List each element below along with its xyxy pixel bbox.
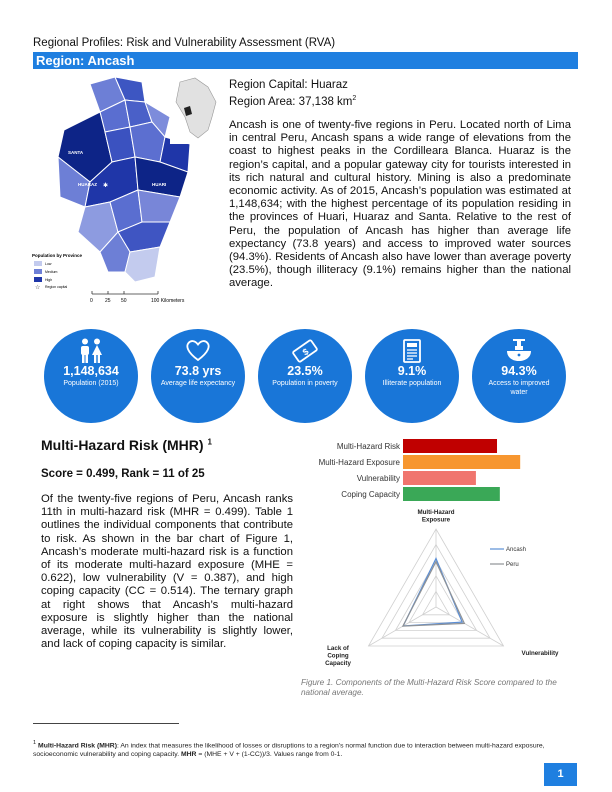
map-legend: [32, 253, 83, 291]
mhr-heading: Multi-Hazard Risk (MHR) $^1$: [41, 437, 212, 453]
bar-mark: [403, 439, 497, 453]
radar-axis-label: Vulnerability: [521, 650, 559, 657]
radar-axis: [436, 607, 504, 646]
mhr-score: Score = 0.499, Rank = 11 of 25: [41, 468, 205, 480]
map-scale-bar: [90, 291, 185, 304]
radar-axis-label: Multi-Hazard: [417, 509, 455, 516]
scale-tick: 50: [121, 298, 127, 304]
bar-mark: [403, 487, 500, 501]
bar-category-label: Multi-Hazard Risk: [336, 442, 400, 451]
stat-value: 1,148,634: [63, 364, 119, 378]
legend-title: Population by Province: [32, 253, 83, 258]
map-label-huari: HUARI: [152, 182, 167, 187]
stat-illiteracy: [365, 329, 459, 423]
stat-value: 73.8 yrs: [174, 364, 222, 378]
mhr-body: Of the twenty-five regions of Peru, Ancash ranks 11th in multi-hazard risk (MHR = 0.499). Table 1 outlines the individual components that contribute to risk. As shown in the bar chart of Figure 1, Ancash’s moderate multi-hazard risk is a function of its moderate multi-hazard exposure (MHE = 0.622), low vulnerability (V = 0.387), and high coping capacity (CC = 0.514). The ternary graph at right shows that Ancash’s multi-hazard exposure is slightly higher than the national average, while its vulnerability is slightly lower, and lack of coping capacity is similar.: [41, 493, 293, 651]
stat-label: Population (2015): [63, 380, 119, 387]
footnote-rule: [33, 723, 179, 724]
province-map-svg: [30, 72, 226, 304]
capital-info: [229, 78, 356, 109]
stat-label: Access to improved water: [488, 380, 550, 396]
bar-category-label: Vulnerability: [356, 474, 400, 483]
stat-water-access: [472, 329, 566, 423]
stat-value: 94.3%: [501, 364, 537, 378]
radar-axis-label: Lack of: [327, 645, 349, 652]
stat-value: 9.1%: [397, 364, 427, 378]
bar-category-label: Coping Capacity: [341, 490, 400, 499]
stat-value: 23.5%: [287, 364, 323, 378]
stat-label: Population in poverty: [272, 380, 338, 387]
stat-life-expectancy: [151, 329, 245, 423]
svg-text:$: $: [300, 346, 311, 358]
bar-mark: [403, 455, 520, 469]
heart-icon: [185, 338, 211, 362]
mhr-bar-chart: [300, 437, 580, 503]
footnote: $^1$ Multi-Hazard Risk (MHR): An index that measures the likelihood of losses or disruptions to a region’s normal function due to interaction between multi-hazard exposure, socioeconomic vulnerability and coping capacity. MHR = (MHE + V + (1-CC))/3. Values range from 0-1.: [33, 740, 545, 759]
radar-legend-label: Ancash: [506, 547, 527, 553]
page-number: 1: [544, 763, 577, 786]
figure-caption: Figure 1. Components of the Multi-Hazard Risk Score compared to the national average.: [301, 678, 557, 697]
region-capital-star-icon: ✱: [103, 183, 109, 189]
document-icon: [400, 338, 424, 364]
region-banner: [33, 52, 578, 69]
scale-tick: 100 Kilometers: [151, 298, 185, 304]
map-province: [125, 247, 160, 282]
region-capital: Region Capital: Huaraz: [229, 79, 348, 91]
scale-tick: 25: [105, 298, 111, 304]
peru-inset-map: [170, 74, 222, 144]
scale-tick: 0: [90, 298, 93, 304]
legend-star-icon: ☆: [35, 285, 41, 291]
stat-poverty: [258, 329, 352, 423]
stat-population: [44, 329, 138, 423]
stat-label: Illiterate population: [382, 380, 442, 387]
document-header: Regional Profiles: Risk and Vulnerability Assessment (RVA): [33, 37, 336, 49]
bar-mark: [403, 471, 476, 485]
region-area: Region Area: 37,138 $km^2$: [229, 95, 357, 108]
stat-label: Average life expectancy: [160, 380, 236, 387]
legend-label-capital: Region capital: [45, 285, 68, 289]
legend-label-low: Low: [45, 262, 52, 266]
intro-paragraph: Ancash is one of twenty-five regions in Peru. Located north of Lima in central Peru, Ancash spans a wide range of elevations from the coast to highest peaks in the Cordilleara Blanca. Huaraz is the region’s capital, and a popular gateway city for tourists interested in its rich natural and cultural history. Mining is also a predominate economic activity. As of 2015, Ancash’s population was estimated at 1,148,634; with the highest percentage of its population residing in the provinces of Huari, Huaraz and Santa. Relative to the rest of Peru, the population of Ancash has higher than average life expectancy (73.8 years) and access to improved water sources (94.3%). Residents of Ancash also have lower than average poverty (23.5%), though illiteracy (9.1%) remains higher than the national average.: [229, 119, 571, 290]
mhr-radar-chart: [298, 507, 580, 677]
region-map: [30, 72, 226, 304]
radar-axis-label: Capacity: [325, 660, 351, 667]
bar-category-label: Multi-Hazard Exposure: [318, 458, 400, 467]
map-label-santa: SANTA: [68, 150, 84, 155]
legend-label-medium: Medium: [45, 270, 58, 274]
legend-label-high: High: [45, 278, 53, 282]
map-label-huaraz: HUARAZ: [78, 182, 97, 187]
radar-legend-label: Peru: [506, 562, 519, 568]
radar-axis-label: Coping: [327, 652, 349, 660]
faucet-icon: [504, 338, 534, 364]
footnote-ref: 1: [207, 437, 212, 447]
region-title: Region: Ancash: [36, 53, 135, 68]
radar-axis-label: Exposure: [421, 516, 451, 524]
people-icon: [76, 338, 106, 364]
money-icon: [291, 338, 319, 364]
